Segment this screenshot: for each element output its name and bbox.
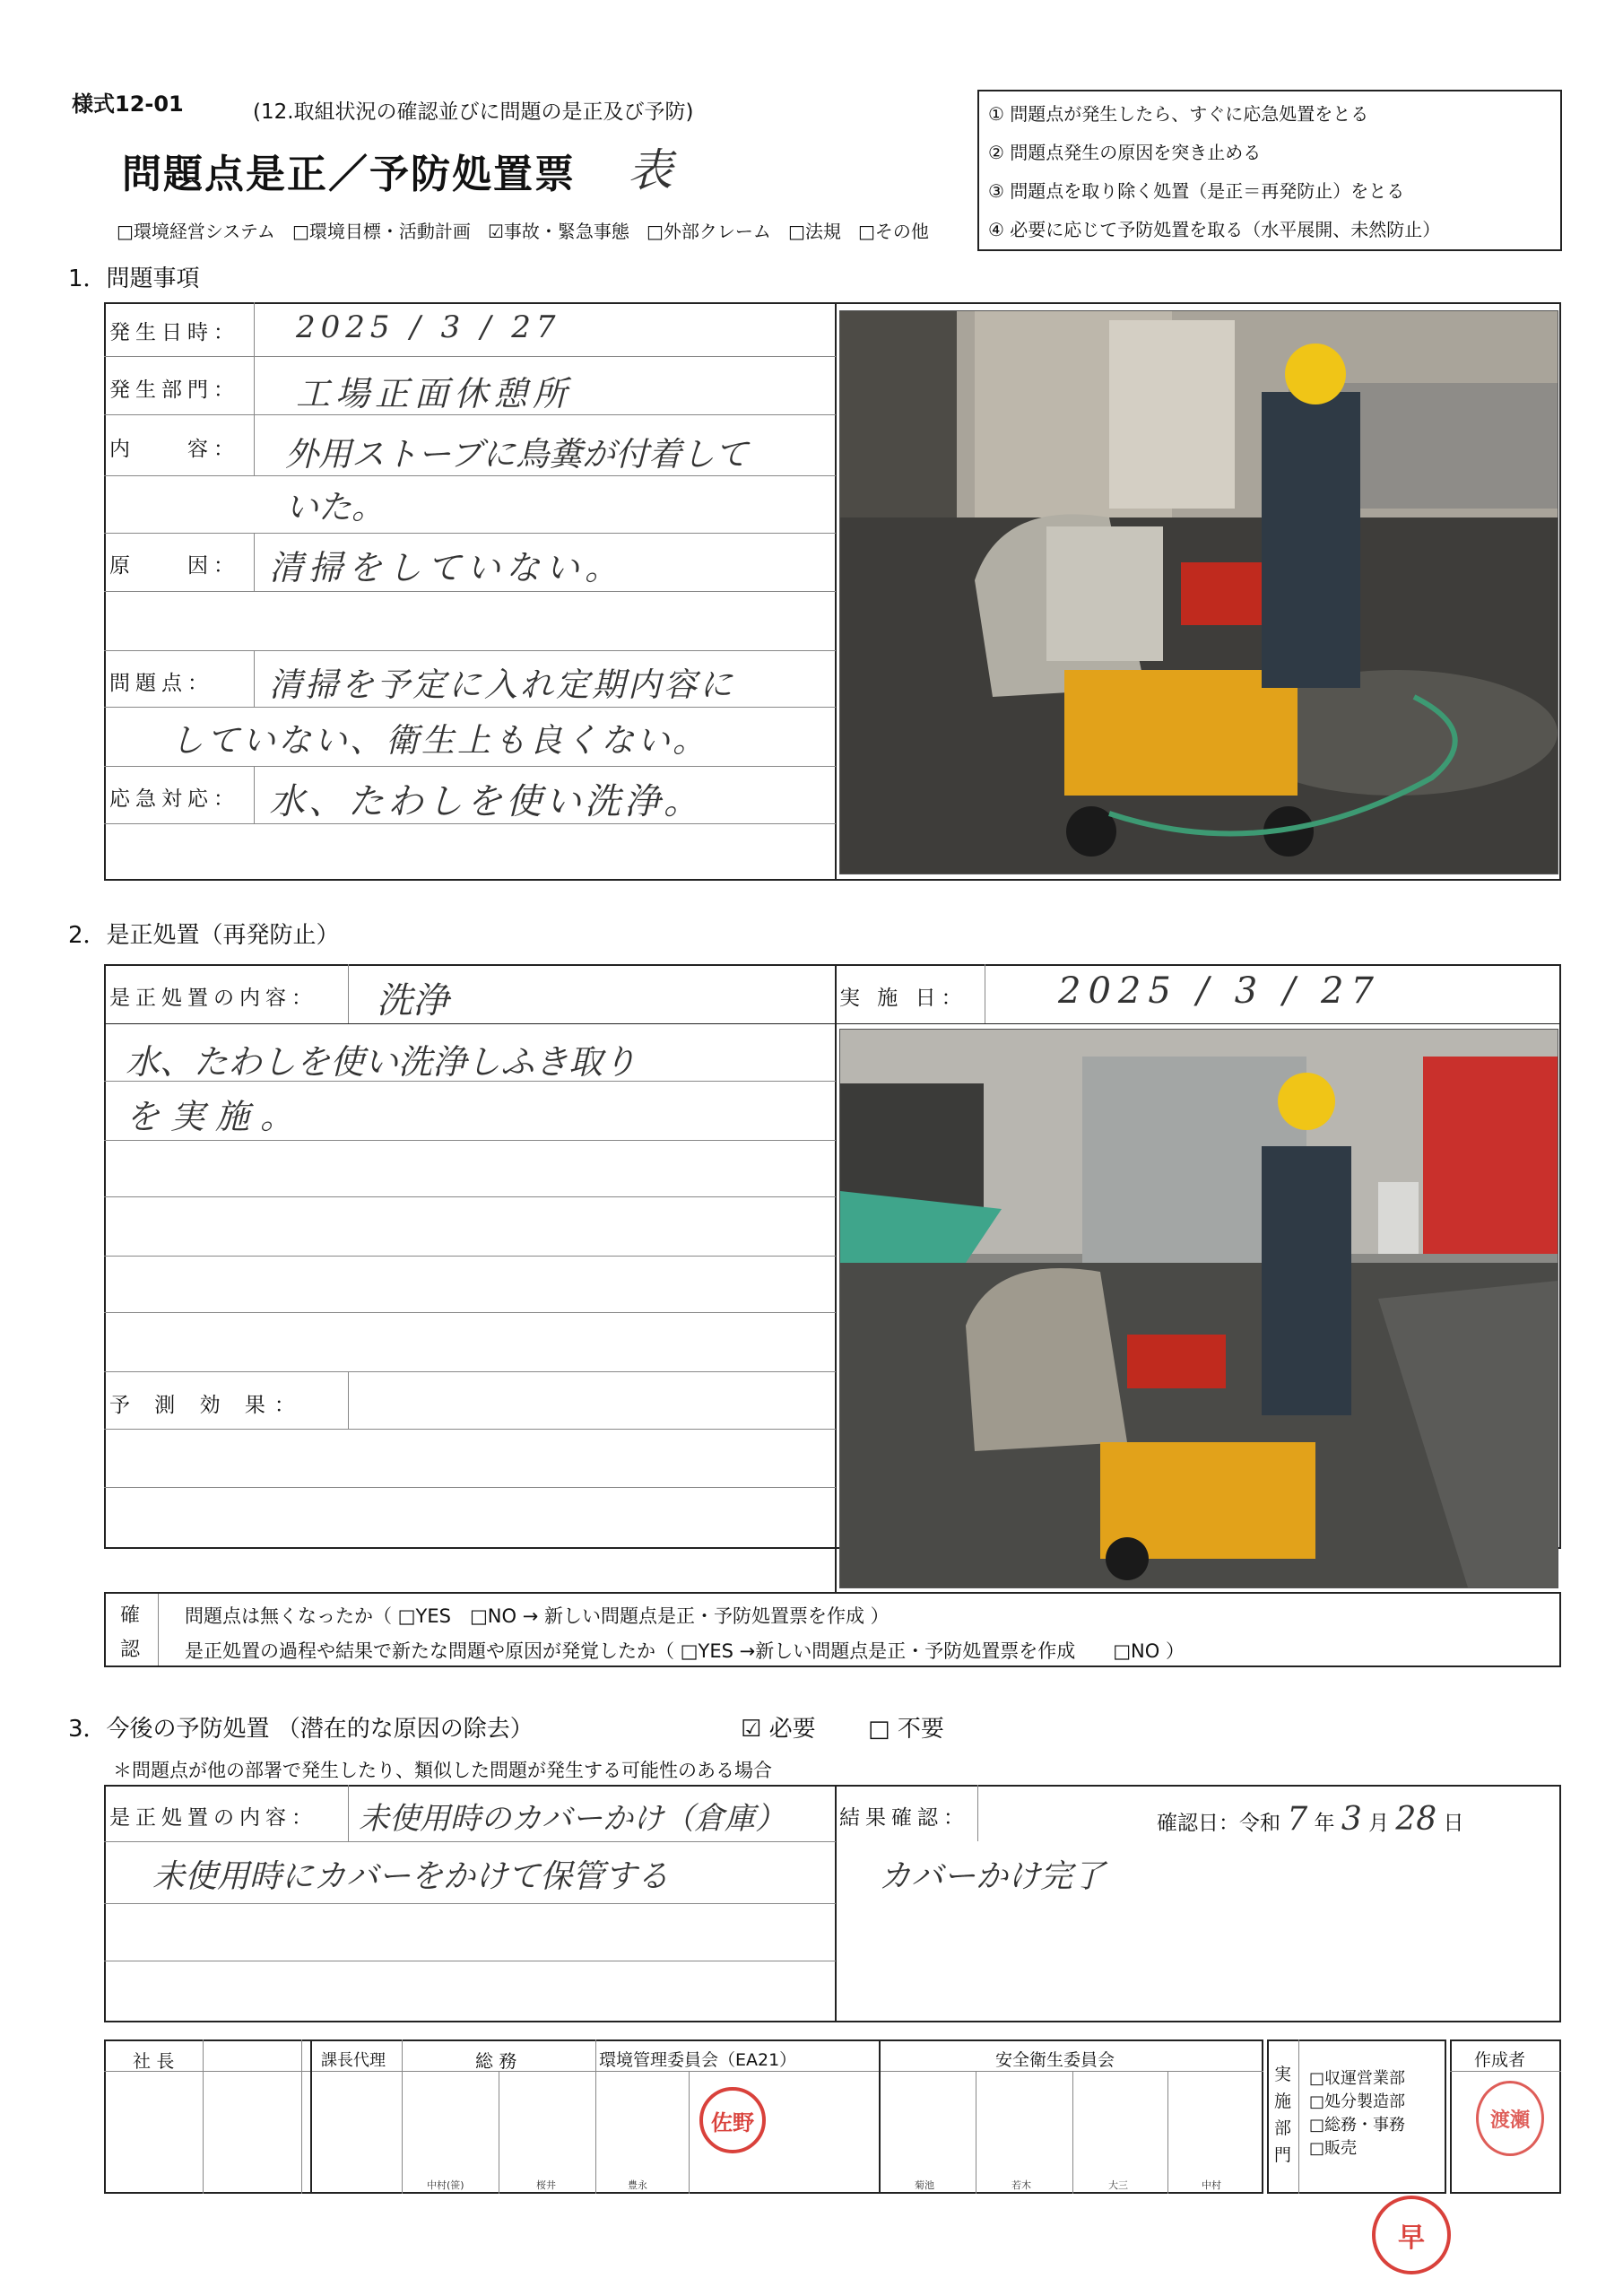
confirmation-question-2[interactable]: 是正処置の過程や結果で新たな問題や原因が発覚したか（ □YES →新しい問題点是正・予防処置票を作成 □NO ） <box>185 1640 1185 1662</box>
department-label: 発生部門： <box>109 378 239 402</box>
category-item[interactable]: □法規 <box>787 221 841 242</box>
impl-dept-char: 門 <box>1274 2145 1292 2165</box>
section-3-heading: 3．今後の予防処置 （潜在的な原因の除去） <box>68 1716 534 1743</box>
signoff-name: 中村(笹) <box>427 2179 464 2191</box>
corrective-detail-line2: を実施。 <box>126 1097 306 1136</box>
impl-dept-char: 部 <box>1274 2118 1292 2138</box>
env-committee-label: 環境管理委員会（EA21） <box>599 2050 797 2070</box>
dept-option[interactable]: □総務・事務 <box>1309 2116 1406 2135</box>
preventive-note: ＊問題点が他の部署で発生したり、類似した問題が発生する可能性のある場合 <box>113 1760 772 1781</box>
preventive-content-value: 未使用時のカバーかけ（倉庫） <box>359 1801 785 1837</box>
confirmation-label-2: 認 <box>120 1639 141 1661</box>
expected-effect-label: 予 測 効 果： <box>109 1394 304 1417</box>
title-handwritten-mark: 表 <box>628 144 673 196</box>
photo-after-cleaning-image <box>840 1030 1558 1587</box>
preventive-not-needed-option[interactable]: □ 不要 <box>868 1716 944 1743</box>
impl-dept-char: 施 <box>1274 2092 1292 2111</box>
signoff-name: 中村 <box>1202 2179 1221 2191</box>
form-scope: (12.取組状況の確認並びに問題の是正及び予防) <box>253 100 694 124</box>
corrective-detail-line1: 水、たわしを使い洗浄しふき取り <box>126 1042 638 1082</box>
year-unit: 年 <box>1314 1812 1335 1835</box>
cause-label: 原 因： <box>109 554 239 578</box>
corrective-content-label: 是正処置の内容： <box>109 987 317 1010</box>
step-2: ② 問題点発生の原因を突き止める <box>988 142 1262 163</box>
step-1: ① 問題点が発生したら、すぐに応急処置をとる <box>988 103 1369 125</box>
step-3: ③ 問題点を取り除く処置（是正＝再発防止）をとる <box>988 180 1405 202</box>
implementation-date-value: 2025 / 3 / 27 <box>1058 970 1381 1012</box>
category-item[interactable]: ☑事故・緊急事態 <box>487 221 629 242</box>
problem-label: 問題点： <box>109 672 213 695</box>
problem-value-line2: していない、衛生上も良くない。 <box>170 721 708 760</box>
confirmation-question-1[interactable]: 問題点は無くなったか（ □YES □NO → 新しい問題点是正・予防処置票を作成 ） <box>185 1605 890 1627</box>
department-value: 工場正面休憩所 <box>296 374 573 413</box>
category-item[interactable]: □環境目標・活動計画 <box>291 221 471 242</box>
occurrence-date-label: 発生日時： <box>109 321 239 344</box>
signoff-name: 桜井 <box>536 2179 556 2191</box>
occurrence-date-value: 2025 / 3 / 27 <box>296 309 561 345</box>
corrective-content-value: 洗浄 <box>377 980 448 1022</box>
confirmation-month: 3 <box>1341 1801 1362 1838</box>
dept-option[interactable]: □販売 <box>1309 2139 1358 2158</box>
impl-dept-char: 実 <box>1274 2065 1292 2084</box>
emergency-label: 応急対応： <box>109 787 239 811</box>
confirmation-label-1: 確 <box>120 1605 141 1627</box>
page-title: 問題点是正／予防処置票 <box>122 152 576 197</box>
result-confirmation-label: 結果確認： <box>839 1806 969 1830</box>
category-item[interactable]: □その他 <box>857 221 929 242</box>
signoff-name: 大三 <box>1108 2179 1128 2191</box>
safety-committee-label: 安全衛生委員会 <box>995 2050 1115 2070</box>
preventive-content-label: 是正処置の内容： <box>109 1806 317 1830</box>
photo-after-cleaning <box>839 1029 1558 1588</box>
photo-cleaning-stove-image <box>840 311 1558 874</box>
content-value-line2: いた。 <box>285 488 385 526</box>
photo-cleaning-stove <box>839 310 1558 874</box>
signoff-name: 若木 <box>1011 2179 1031 2191</box>
creator-label: 作成者 <box>1474 2050 1526 2070</box>
category-item[interactable]: □環境経営システム <box>117 221 275 242</box>
dept-option[interactable]: □収運営業部 <box>1309 2069 1406 2088</box>
day-unit: 日 <box>1443 1812 1464 1835</box>
category-checklist <box>117 217 929 243</box>
general-affairs-label: 総 務 <box>475 2050 517 2072</box>
month-unit: 月 <box>1368 1812 1390 1835</box>
result-value: カバーかけ完了 <box>879 1858 1106 1895</box>
confirmation-date <box>1157 1801 1464 1838</box>
preventive-detail: 未使用時にカバーをかけて保管する <box>152 1858 670 1895</box>
signoff-name: 菊池 <box>915 2179 934 2191</box>
content-label: 内 容： <box>109 438 239 461</box>
creator-seal-stamp: 渡瀬 <box>1476 2081 1544 2156</box>
signoff-name: 豊永 <box>628 2179 647 2191</box>
emergency-value: 水、たわしを使い洗浄。 <box>269 781 703 822</box>
confirmation-year: 7 <box>1287 1801 1308 1838</box>
content-value-line1: 外用ストーブに鳥糞が付着して <box>285 435 749 474</box>
cause-value: 清掃をしていない。 <box>269 548 625 587</box>
deputy-manager-label: 課長代理 <box>321 2051 386 2070</box>
section-2-heading: 2．是正処置（再発防止） <box>68 922 340 949</box>
section-1-heading: 1．問題事項 <box>68 265 200 292</box>
problem-value-line1: 清掃を予定に入れ定期内容に <box>269 665 735 704</box>
confirmation-date-label: 確認日：令和 <box>1157 1812 1280 1835</box>
implementation-date-label: 実 施 日： <box>839 987 968 1010</box>
corner-seal-stamp: 早 <box>1372 2196 1451 2274</box>
committee-seal-stamp: 佐野 <box>699 2087 766 2153</box>
category-item[interactable]: □外部クレーム <box>646 221 771 242</box>
form-id: 様式12-01 <box>72 91 184 117</box>
preventive-needed-option[interactable]: ☑ 必要 <box>741 1716 816 1743</box>
president-label: 社 長 <box>133 2050 175 2072</box>
confirmation-day: 28 <box>1395 1801 1437 1838</box>
step-4: ④ 必要に応じて予防処置を取る（水平展開、未然防止） <box>988 219 1441 240</box>
dept-option[interactable]: □処分製造部 <box>1309 2092 1406 2111</box>
